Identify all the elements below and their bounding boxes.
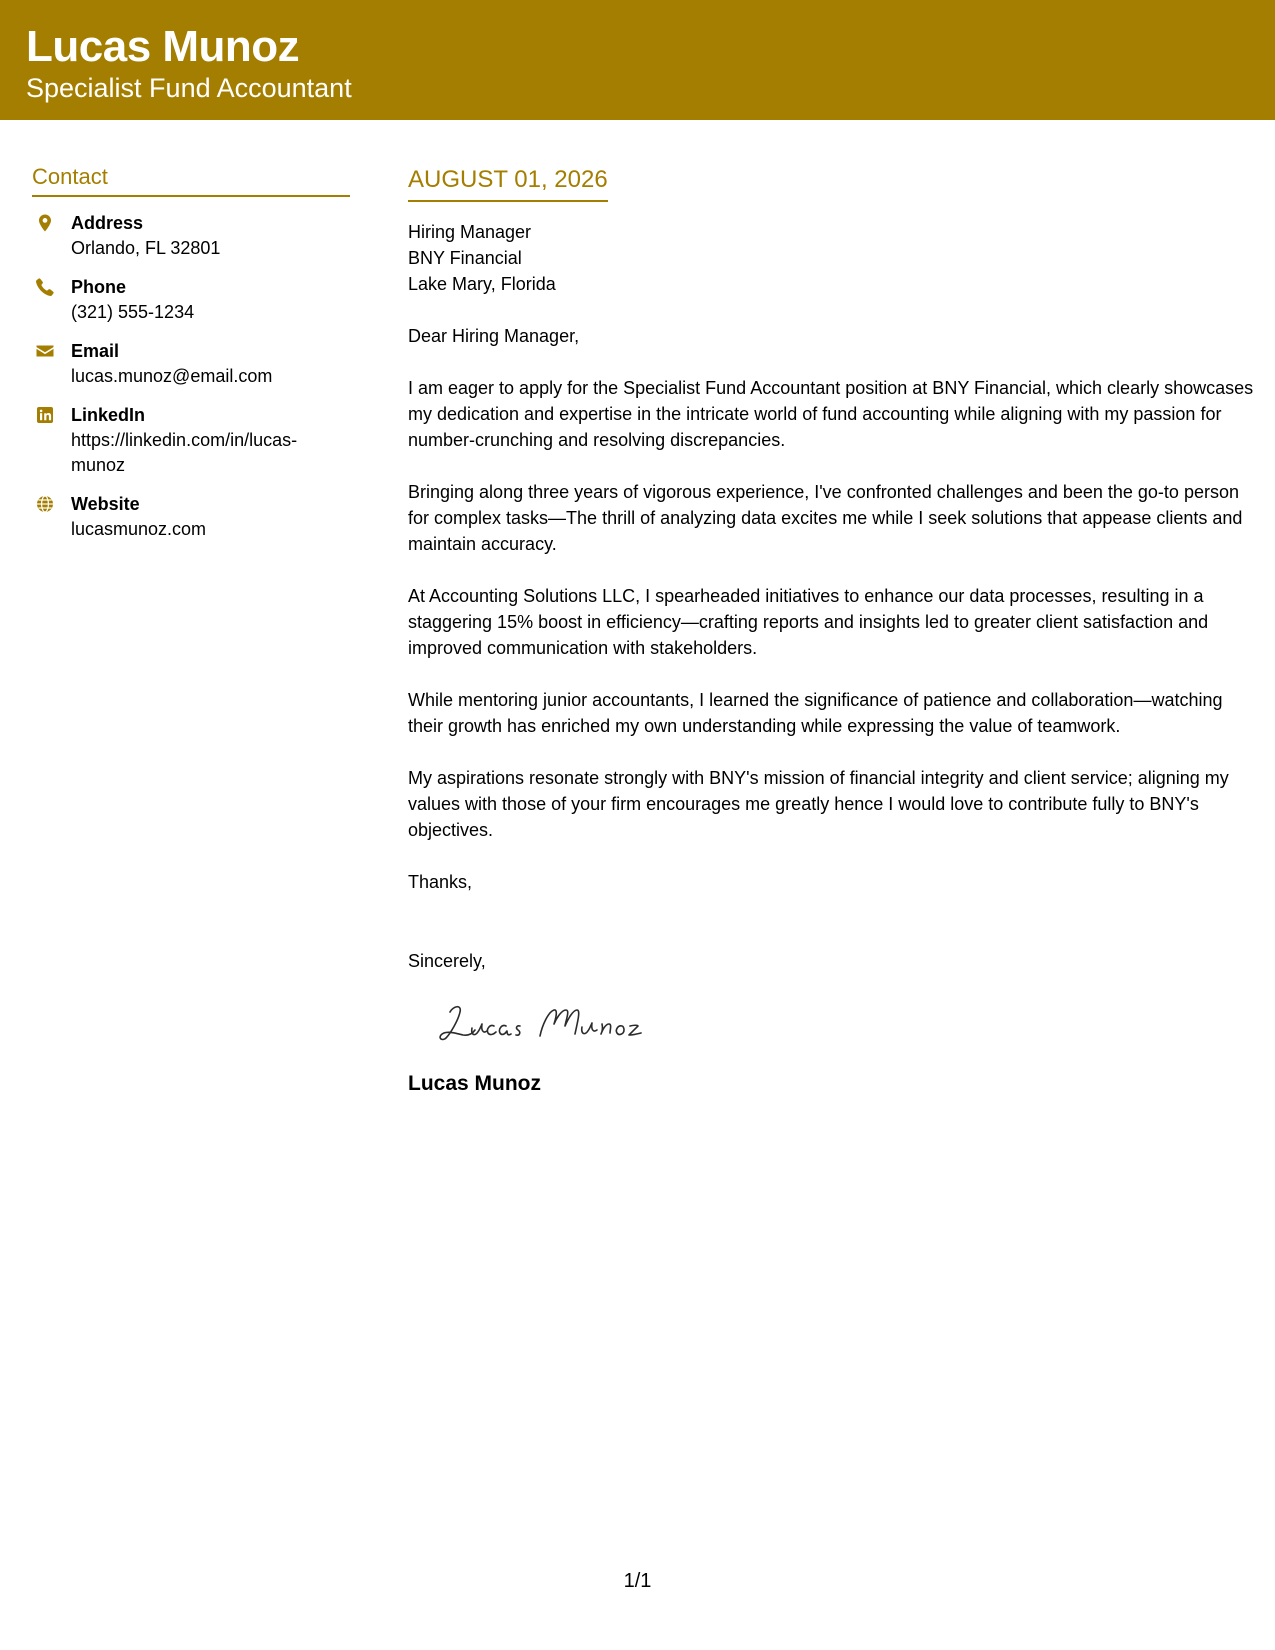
letter-paragraph: At Accounting Solutions LLC, I spearheaded initiatives to enhance our data processes, resulting in a staggering 15% boost in efficiency—crafting reports and insights led to greater client satisfaction and improved communication with stakeholders. xyxy=(408,586,1209,658)
contact-value: Orlando, FL 32801 xyxy=(71,238,221,258)
contact-item-linkedin xyxy=(32,403,350,478)
contact-item-phone xyxy=(32,275,350,325)
contact-label: Phone xyxy=(71,277,127,297)
recipient-name: Hiring Manager xyxy=(408,222,532,242)
letter-body xyxy=(408,166,1254,1096)
envelope-icon xyxy=(35,341,55,361)
signed-name: Lucas Munoz xyxy=(408,1072,542,1095)
contact-label: Website xyxy=(71,494,140,514)
signoff-line: Sincerely, xyxy=(408,951,486,971)
contact-item-email xyxy=(32,339,350,389)
globe-icon xyxy=(35,494,55,514)
map-pin-icon xyxy=(35,213,55,233)
letter-paragraph: I am eager to apply for the Specialist Fund Accountant position at BNY Financial, which clearly showcases my dedication and expertise in the intricate world of fund accounting while aligning with my passion for number-crunching and resolving discrepancies. xyxy=(408,378,1254,450)
contact-item-address xyxy=(32,211,350,261)
contact-value: lucasmunoz.com xyxy=(71,519,207,539)
phone-icon xyxy=(35,277,55,297)
letter-paragraph: Bringing along three years of vigorous experience, I've confronted challenges and been the go-to person for complex tasks—The thrill of analyzing data excites me while I seek solutions that appease clients and maintain accuracy. xyxy=(408,482,1243,554)
contact-item-website xyxy=(32,492,350,542)
contact-value: (321) 555-1234 xyxy=(71,302,195,322)
recipient-block xyxy=(408,219,1254,297)
salutation: Dear Hiring Manager, xyxy=(408,326,580,346)
letter-date: AUGUST 01, 2026 xyxy=(408,166,608,202)
page-number: 1/1 xyxy=(623,1570,652,1592)
header-banner xyxy=(0,0,1275,120)
applicant-job-title: Specialist Fund Accountant xyxy=(26,73,352,103)
contact-value: https://linkedin.com/in/lucas-munoz xyxy=(71,430,298,475)
contact-value: lucas.munoz@email.com xyxy=(71,366,273,386)
contact-label: LinkedIn xyxy=(71,405,146,425)
contact-label: Email xyxy=(71,341,120,361)
letter-paragraph: My aspirations resonate strongly with BNY's mission of financial integrity and client service; aligning my values with those of your firm encourages me greatly hence I would love to contribute fully to BNY's objectives. xyxy=(408,768,1229,840)
closing-line: Thanks, xyxy=(408,872,473,892)
letter-paragraph: While mentoring junior accountants, I learned the significance of patience and collaboration—watching their growth has enriched my own understanding while expressing the value of teamwork. xyxy=(408,690,1223,736)
handwritten-signature xyxy=(432,994,652,1054)
applicant-name: Lucas Munoz xyxy=(26,22,300,71)
contact-heading: Contact xyxy=(32,164,350,197)
recipient-location: Lake Mary, Florida xyxy=(408,274,556,294)
contact-label: Address xyxy=(71,213,144,233)
linkedin-icon xyxy=(35,405,55,425)
recipient-company: BNY Financial xyxy=(408,248,522,268)
contact-sidebar xyxy=(32,164,350,556)
